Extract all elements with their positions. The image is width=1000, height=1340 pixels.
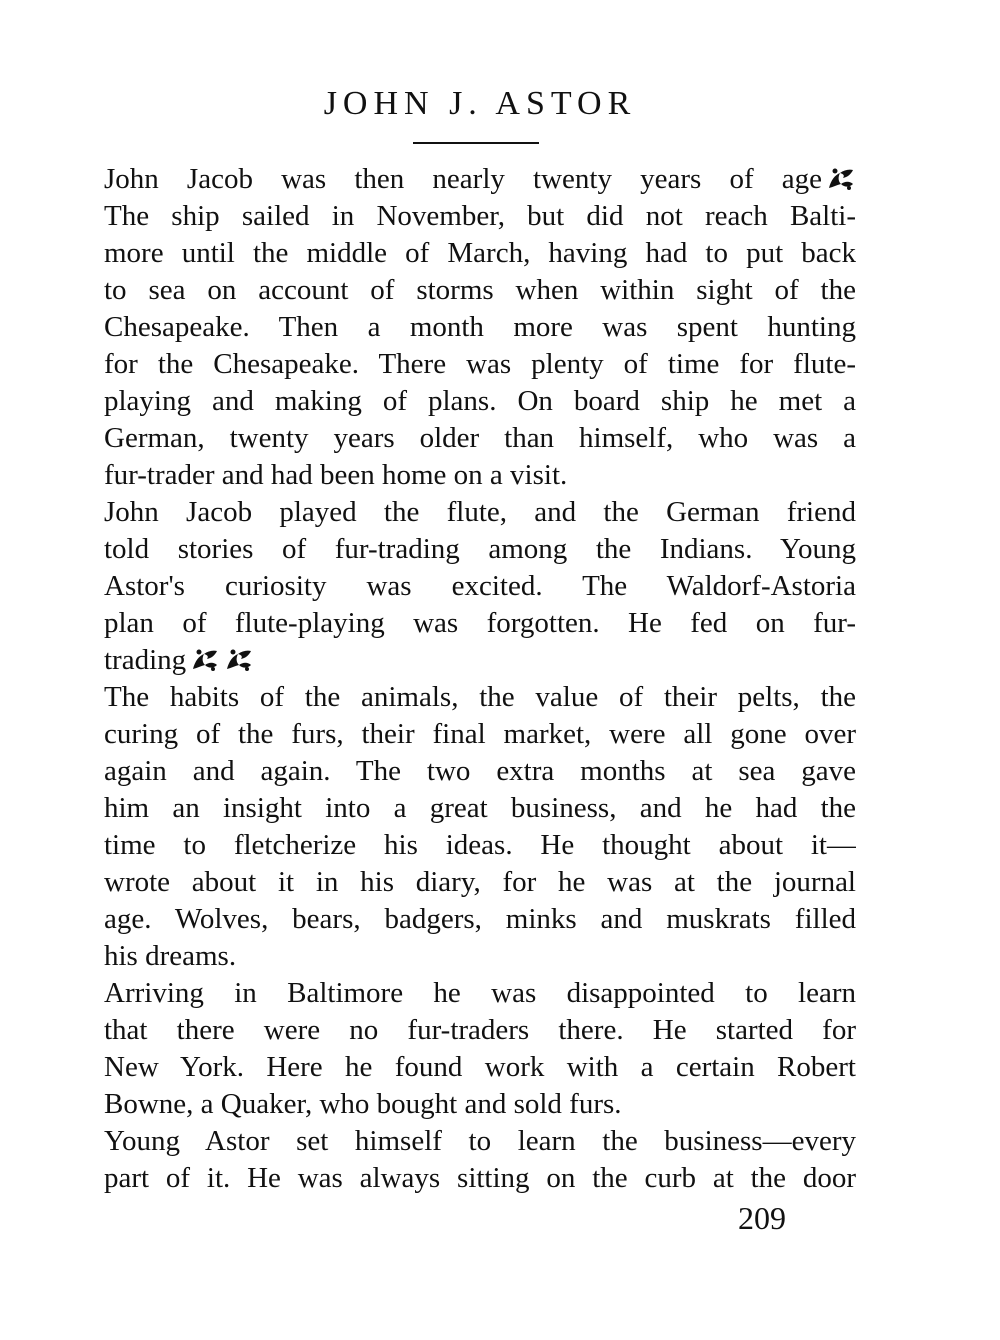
text-line: Chesapeake. Then a month more was spent hunting [104, 311, 856, 343]
text-line: trading [104, 642, 856, 679]
text-line: German, twenty years older than himself, who was a [104, 422, 856, 454]
leaf-ornament-icon [224, 647, 254, 673]
text-line: his dreams. [104, 940, 237, 972]
text-line: New York. Here he found work with a certain Robert [104, 1051, 856, 1083]
text-line: age. Wolves, bears, badgers, minks and muskrats filled [104, 903, 856, 935]
text-line: again and again. The two extra months at sea gave [104, 755, 856, 787]
text-line: Astor's curiosity was excited. The Waldorf-Astoria [104, 570, 856, 602]
text-line: playing and making of plans. On board ship he met a [104, 385, 856, 417]
text-line: John Jacob was then nearly twenty years of age [104, 161, 856, 198]
text-line: The habits of the animals, the value of their pelts, the [104, 681, 856, 713]
text-line: part of it. He was always sitting on the curb at the door [104, 1162, 856, 1194]
head-rule [413, 142, 539, 144]
text-line: to sea on account of storms when within sight of the [104, 274, 856, 306]
page-number: 209 [738, 1200, 786, 1236]
text-line: wrote about it in his diary, for he was at the journal [104, 866, 856, 898]
text-line: plan of flute-playing was forgotten. He fed on fur- [104, 607, 856, 639]
text-line: him an insight into a great business, and he had the [104, 792, 856, 824]
text-line: fur-trader and had been home on a visit. [104, 459, 568, 491]
text-line: Bowne, a Quaker, who bought and sold furs. [104, 1088, 622, 1120]
text-line: curing of the furs, their final market, were all gone over [104, 718, 856, 750]
text-line: for the Chesapeake. There was plenty of time for flute- [104, 348, 856, 380]
body-text [104, 161, 856, 1197]
text-line: John Jacob played the flute, and the German friend [104, 496, 856, 528]
text-line: Young Astor set himself to learn the business—every [104, 1125, 856, 1157]
leaf-ornament-icon [190, 647, 220, 673]
text-line: told stories of fur-trading among the Indians. Young [104, 533, 856, 565]
leaf-ornament-icon [826, 166, 856, 192]
text-line: more until the middle of March, having had to put back [104, 237, 856, 269]
text-line: that there were no fur-traders there. He started for [104, 1014, 856, 1046]
running-head: JOHN J. ASTOR [323, 85, 637, 122]
text-line: time to fletcherize his ideas. He thought about it— [104, 829, 856, 861]
text-line: The ship sailed in November, but did not reach Balti- [104, 200, 856, 232]
text-line: Arriving in Baltimore he was disappointed to learn [104, 977, 856, 1009]
